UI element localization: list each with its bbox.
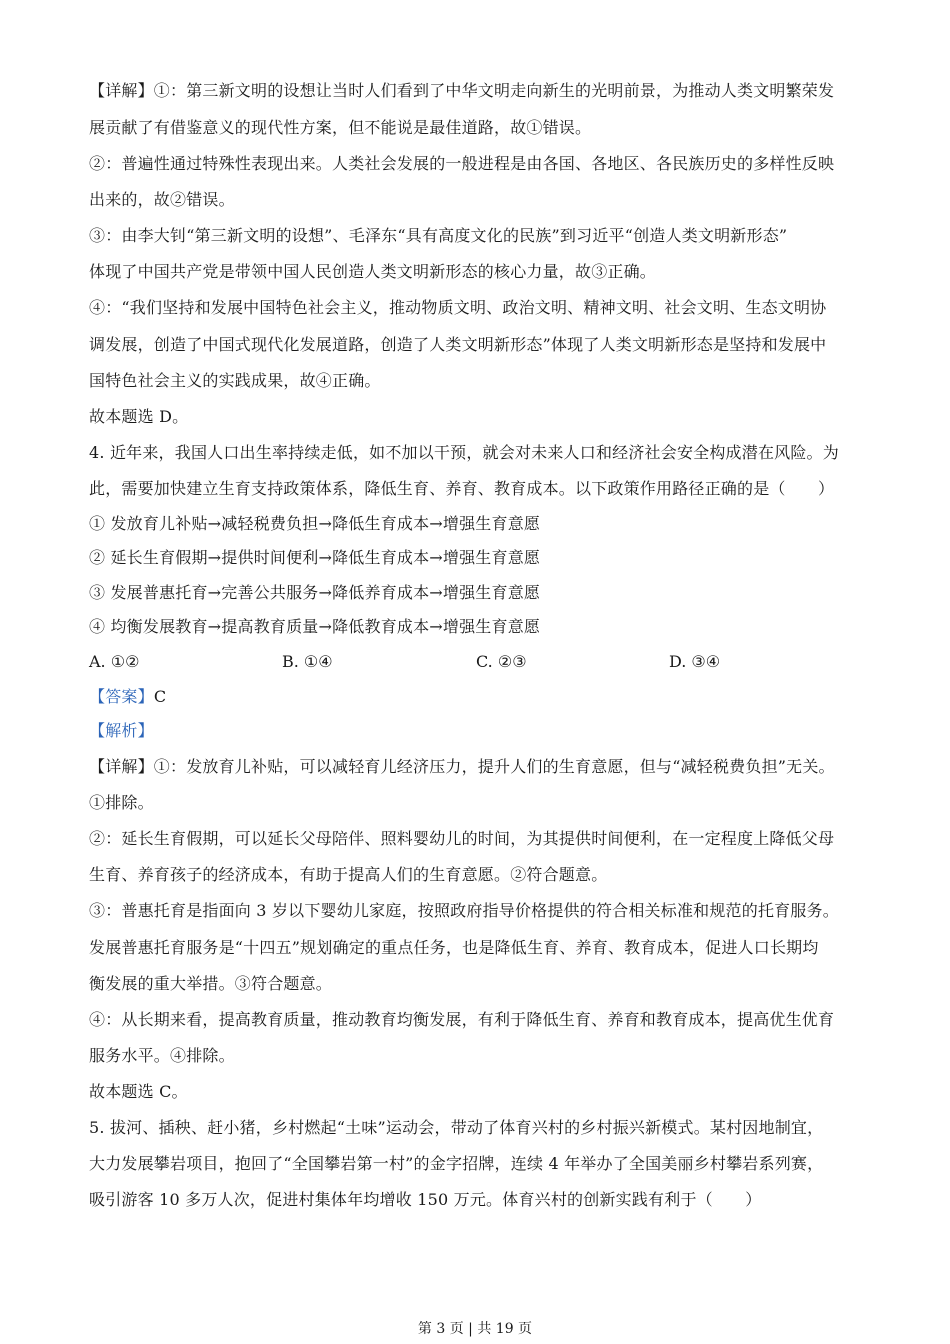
- explanation-line: ①排除。: [89, 793, 154, 812]
- conclusion-line: 故本题选 C。: [89, 1082, 188, 1101]
- explanation-line: ②：普遍性通过特殊性表现出来。人类社会发展的一般进程是由各国、各地区、各民族历史的多样性反映: [89, 154, 835, 173]
- question-4-stem: 4. 近年来，我国人口出生率持续走低，如不加以干预，就会对未来人口和经济社会安全构成潜在风险。为: [89, 443, 839, 462]
- explanation-line: 生育、养育孩子的经济成本，有助于提高人们的生育意愿。②符合题意。: [89, 865, 608, 884]
- answer-line: [89, 686, 870, 708]
- page-footer: 第 3 页 | 共 19 页: [417, 1321, 533, 1337]
- question-4-statement: ③ 发展普惠托育→完善公共服务→降低养育成本→增强生育意愿: [89, 583, 541, 602]
- explanation-line: ②：延长生育假期，可以延长父母陪伴、照料婴幼儿的时间，为其提供时间便利，在一定程度上降低父母: [89, 829, 835, 848]
- analysis-tag: 【解析】: [89, 721, 154, 740]
- explanation-line: ③：由李大钊“第三新文明的设想”、毛泽东“具有高度文化的民族”到习近平“创造人类文明新形态”: [89, 226, 788, 245]
- answer-tag: 【答案】: [89, 687, 154, 706]
- explanation-line: 【详解】①：发放育儿补贴，可以减轻育儿经济压力，提升人们的生育意愿，但与“减轻税费负担”无关。: [89, 757, 835, 776]
- explanation-line: 体现了中国共产党是带领中国人民创造人类文明新形态的核心力量，故③正确。: [89, 262, 657, 281]
- explanation-line: 衡发展的重大举措。③符合题意。: [89, 974, 333, 993]
- question-4-stem: 此，需要加快建立生育支持政策体系，降低生育、养育、教育成本。以下政策作用路径正确的是（ ）: [89, 479, 835, 498]
- explanation-line: ③：普惠托育是指面向 3 岁以下婴幼儿家庭，按照政府指导价格提供的符合相关标准和规范的托育服务。: [89, 901, 839, 920]
- explanation-line: ④：“我们坚持和发展中国特色社会主义，推动物质文明、政治文明、精神文明、社会文明、生态文明协: [89, 298, 827, 317]
- option-c: C. ②③: [476, 652, 527, 671]
- question-4-statement: ② 延长生育假期→提供时间便利→降低生育成本→增强生育意愿: [89, 548, 541, 567]
- explanation-line: 【详解】①：第三新文明的设想让当时人们看到了中华文明走向新生的光明前景，为推动人类文明繁荣发: [89, 81, 835, 100]
- explanation-line: 调发展，创造了中国式现代化发展道路，创造了人类文明新形态”体现了人类文明新形态是坚持和发展中: [89, 335, 827, 354]
- conclusion-line: 故本题选 D。: [89, 407, 189, 426]
- question-5-stem: 5. 拔河、插秧、赶小猪，乡村燃起“土味”运动会，带动了体育兴村的乡村振兴新模式。某村因地制宜，: [89, 1118, 824, 1137]
- explanation-line: 展贡献了有借鉴意义的现代性方案，但不能说是最佳道路，故①错误。: [89, 118, 592, 137]
- explanation-line: 出来的，故②错误。: [89, 190, 235, 209]
- question-5-stem: 大力发展攀岩项目，抱回了“全国攀岩第一村”的金字招牌，连续 4 年举办了全国美丽乡村攀岩系列赛，: [89, 1154, 824, 1173]
- option-b: B. ①④: [282, 652, 333, 671]
- explanation-line: ④：从长期来看，提高教育质量，推动教育均衡发展，有利于降低生育、养育和教育成本，提高优生优育: [89, 1010, 835, 1029]
- question-4-statement: ① 发放育儿补贴→减轻税费负担→降低生育成本→增强生育意愿: [89, 514, 541, 533]
- question-4-statement: ④ 均衡发展教育→提高教育质量→降低教育成本→增强生育意愿: [89, 617, 541, 636]
- option-a: A. ①②: [89, 652, 140, 671]
- answer-value: C: [153, 687, 167, 706]
- option-d: D. ③④: [669, 652, 721, 671]
- explanation-line: 国特色社会主义的实践成果，故④正确。: [89, 371, 381, 390]
- explanation-line: 发展普惠托育服务是“十四五”规划确定的重点任务，也是降低生育、养育、教育成本，促进人口长期均: [89, 938, 819, 957]
- question-5-stem: 吸引游客 10 多万人次，促进村集体年均增收 150 万元。体育兴村的创新实践有利于（ ）: [89, 1190, 762, 1209]
- explanation-line: 服务水平。④排除。: [89, 1046, 235, 1065]
